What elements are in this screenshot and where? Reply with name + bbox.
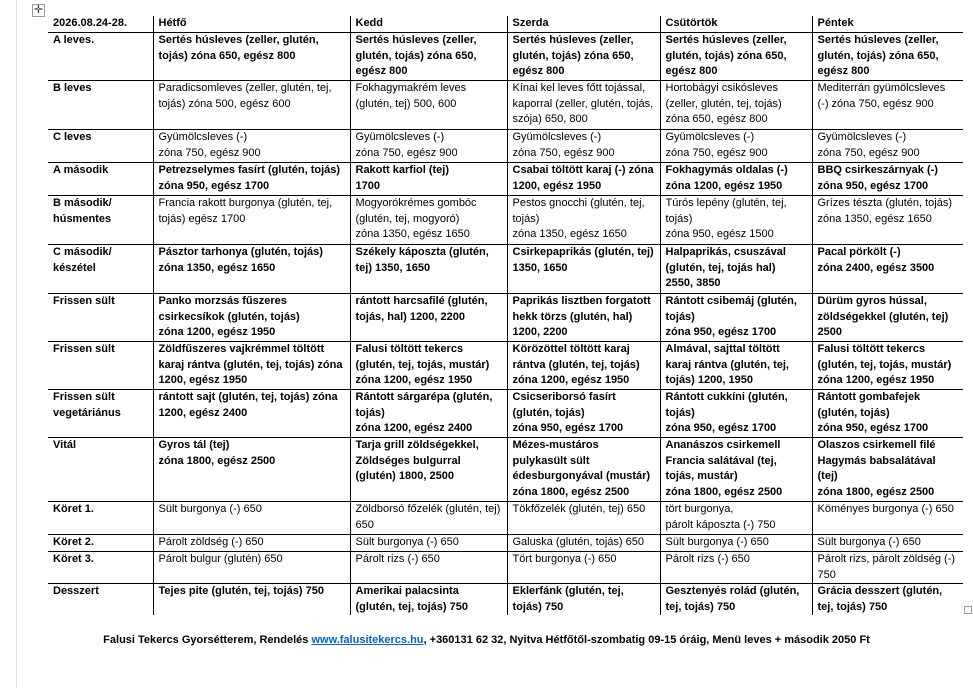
menu-row	[48, 245, 963, 294]
header-thursday: Csütörtök	[660, 16, 812, 33]
menu-cell-friday: Grácia desszert (glutén, tej, tojás) 750	[812, 584, 963, 616]
menu-cell-thursday: tört burgonya, párolt káposzta (-) 750	[660, 502, 812, 535]
row-label: B leves	[48, 81, 153, 130]
menu-cell-thursday: Ananászos csirkemell Francia salátával (tej, tojás, mustár) zóna 1800, egész 2500	[660, 438, 812, 502]
menu-row	[48, 535, 963, 552]
menu-cell-thursday: Rántott cukkíni (glutén, tojás) zóna 950, egész 1700	[660, 390, 812, 438]
menu-cell-friday: Sült burgonya (-) 650	[812, 535, 963, 552]
row-label: C leves	[48, 130, 153, 163]
menu-cell-tuesday: Fokhagymakrém leves (glutén, tej) 500, 600	[350, 81, 507, 130]
menu-cell-tuesday: Székely káposzta (glutén, tej) 1350, 1650	[350, 245, 507, 294]
menu-cell-monday: Pásztor tarhonya (glutén, tojás) zóna 1350, egész 1650	[153, 245, 350, 294]
row-label: Desszert	[53, 585, 99, 597]
menu-cell-friday: Rántott gombafejek (glutén, tojás) zóna 950, egész 1700	[812, 390, 963, 438]
menu-cell-thursday: Sült burgonya (-) 650	[660, 535, 812, 552]
menu-cell-tuesday: Rakott karfiol (tej) 1700	[350, 163, 507, 196]
table-move-handle-icon[interactable]: ✛	[33, 4, 44, 16]
menu-cell-monday: Francia rakott burgonya (glutén, tej, tojás) egész 1700	[153, 196, 350, 245]
menu-cell-monday: rántott sajt (glutén, tej, tojás) zóna 1200, egész 2400	[153, 390, 350, 438]
menu-row	[48, 196, 963, 245]
menu-cell-thursday: Párolt rizs (-) 650	[660, 552, 812, 584]
menu-cell-tuesday: Tarja grill zöldségekkel, Zöldséges bulgurral (glutén) 1800, 2500	[350, 438, 507, 502]
menu-cell-monday: Gyümölcsleves (-) zóna 750, egész 900	[153, 130, 350, 163]
menu-cell-wednesday: Csirkepaprikás (glutén, tej) 1350, 1650	[507, 245, 660, 294]
menu-cell-monday: Gyros tál (tej) zóna 1800, egész 2500	[153, 438, 350, 502]
menu-cell-friday: Falusi töltött tekercs (glutén, tej, tojás, mustár) zóna 1200, egész 1950	[812, 342, 963, 390]
row-label: C második/ készétel	[48, 245, 153, 294]
menu-cell-thursday: Gyümölcsleves (-) zóna 750, egész 900	[660, 130, 812, 163]
menu-cell-friday: Köményes burgonya (-) 650	[812, 502, 963, 535]
menu-cell-friday: Párolt rizs, párolt zöldség (-) 750	[812, 552, 963, 584]
menu-cell-tuesday: Zöldborsó főzelék (glutén, tej) 650	[350, 502, 507, 535]
header-date: 2026.08.24-28.	[48, 16, 153, 33]
menu-cell-monday: Sült burgonya (-) 650	[153, 502, 350, 535]
menu-cell-friday: Grízes tészta (glutén, tojás) zóna 1350, egész 1650	[812, 196, 963, 245]
menu-cell-tuesday: Sült burgonya (-) 650	[350, 535, 507, 552]
footer-text-after: , +360131 62 32, Nyitva Hétfőtől-szombatig 09-15 óráig, Menü leves + második 2050 Ft	[423, 634, 870, 646]
menu-cell-friday: Dürüm gyros hússal, zöldségekkel (glutén, tej) 2500	[812, 294, 963, 342]
menu-row	[48, 130, 963, 163]
menu-cell-tuesday: Falusi töltött tekercs (glutén, tej, tojás, mustár) zóna 1200, egész 1950	[350, 342, 507, 390]
menu-cell-friday: BBQ csirkeszárnyak (-) zóna 950, egész 1700	[812, 163, 963, 196]
menu-cell-tuesday: Rántott sárgarépa (glutén, tojás) zóna 1200, egész 2400	[350, 390, 507, 438]
menu-cell-thursday: Sertés húsleves (zeller, glutén, tojás) zóna 650, egész 800	[660, 33, 812, 81]
menu-cell-wednesday: Eklerfánk (glutén, tej, tojás) 750	[507, 584, 660, 616]
row-label: Frissen sült	[48, 294, 153, 342]
menu-cell-wednesday: Galuska (glutén, tojás) 650	[507, 535, 660, 552]
menu-cell-thursday: Rántott csibemáj (glutén, tojás) zóna 950, egész 1700	[660, 294, 812, 342]
menu-cell-wednesday: Paprikás lisztben forgatott hekk törzs (glutén, hal) 1200, 2200	[507, 294, 660, 342]
menu-cell-monday: Sertés húsleves (zeller, glutén, tojás) zóna 650, egész 800	[153, 33, 350, 81]
menu-row	[48, 33, 963, 81]
header-monday: Hétfő	[153, 16, 350, 33]
row-label: Köret 2.	[48, 535, 153, 552]
menu-cell-wednesday: Csabai töltött karaj (-) zóna 1200, egész 1950	[507, 163, 660, 196]
menu-cell-friday: Sertés húsleves (zeller, glutén, tojás) zóna 650, egész 800	[812, 33, 963, 81]
menu-cell-wednesday: Mézes-mustáros pulykasült sült édesburgonyával (mustár) zóna 1800, egész 2500	[507, 438, 660, 502]
row-label: Köret 3.	[48, 552, 153, 584]
menu-cell-tuesday: Mogyorókrémes gombóc (glutén, tej, mogyoró) zóna 1350, egész 1650	[350, 196, 507, 245]
footer-website-link[interactable]: www.falusitekercs.hu	[311, 634, 424, 646]
footer-line	[0, 633, 973, 648]
menu-cell-monday: Paradicsomleves (zeller, glutén, tej, tojás) zóna 500, egész 600	[153, 81, 350, 130]
menu-cell-thursday: Túrós lepény (glutén, tej, tojás) zóna 950, egész 1500	[660, 196, 812, 245]
menu-cell-friday: Pacal pörkölt (-) zóna 2400, egész 3500	[812, 245, 963, 294]
menu-cell-wednesday: Gyümölcsleves (-) zóna 750, egész 900	[507, 130, 660, 163]
table-resize-handle[interactable]	[964, 606, 972, 614]
menu-cell-thursday: Almával, sajttal töltött karaj rántva (glutén, tej, tojás) 1200, 1950	[660, 342, 812, 390]
menu-cell-wednesday: Pestos gnocchi (glutén, tej, tojás) zóna 1350, egész 1650	[507, 196, 660, 245]
row-label: Köret 1.	[48, 502, 153, 535]
header-friday: Péntek	[812, 16, 963, 33]
menu-row	[48, 81, 963, 130]
menu-cell-wednesday: Sertés húsleves (zeller, glutén, tojás) zóna 650, egész 800	[507, 33, 660, 81]
menu-cell-tuesday: Amerikai palacsinta (glutén, tej, tojás) 750	[350, 584, 507, 616]
menu-row	[48, 342, 963, 390]
header-wednesday: Szerda	[507, 16, 660, 33]
menu-cell-wednesday: Tört burgonya (-) 650	[507, 552, 660, 584]
menu-row	[48, 390, 963, 438]
menu-cell-monday: Párolt bulgur (glutén) 650	[153, 552, 350, 584]
menu-row	[48, 552, 963, 584]
row-label: B második/ húsmentes	[48, 196, 153, 245]
menu-cell-thursday: Fokhagymás oldalas (-) zóna 1200, egész 1950	[660, 163, 812, 196]
menu-cell-wednesday: Körözöttel töltött karaj rántva (glutén, tej, tojás) zóna 1200, egész 1950	[507, 342, 660, 390]
menu-cell-wednesday: Kínai kel leves főtt tojással, kaporral (zeller, glutén, tojás, szója) 650, 800	[507, 81, 660, 130]
row-label: A második	[48, 163, 153, 196]
weekly-menu-table	[48, 16, 963, 615]
menu-row	[48, 502, 963, 535]
menu-row	[48, 163, 963, 196]
header-tuesday: Kedd	[350, 16, 507, 33]
menu-cell-monday: Petrezselymes fasírt (glutén, tojás) zóna 950, egész 1700	[153, 163, 350, 196]
menu-cell-friday: Olaszos csirkemell filé Hagymás babsalátával (tej) zóna 1800, egész 2500	[812, 438, 963, 502]
row-label: Frissen sült	[48, 342, 153, 390]
menu-cell-monday: Tejes pite (glutén, tej, tojás) 750	[153, 584, 350, 616]
row-label: A leves.	[48, 33, 153, 81]
menu-cell-friday: Gyümölcsleves (-) zóna 750, egész 900	[812, 130, 963, 163]
menu-row	[48, 584, 963, 616]
menu-cell-wednesday: Csicseriborsó fasírt (glutén, tojás) zóna 950, egész 1700	[507, 390, 660, 438]
menu-row	[48, 294, 963, 342]
row-label: Frissen sült vegetáriánus	[48, 390, 153, 438]
menu-row	[48, 438, 963, 502]
menu-cell-thursday: Hortobágyi csikósleves (zeller, glutén, tej, tojás) zóna 650, egész 800	[660, 81, 812, 130]
footer-text-before: Falusi Tekercs Gyorsétterem, Rendelés	[103, 634, 312, 646]
menu-cell-tuesday: rántott harcsafilé (glutén, tojás, hal) 1200, 2200	[350, 294, 507, 342]
menu-cell-tuesday: Gyümölcsleves (-) zóna 750, egész 900	[350, 130, 507, 163]
header-row	[48, 16, 963, 33]
menu-cell-thursday: Halpaprikás, csuszával (glutén, tej, tojás hal) 2550, 3850	[660, 245, 812, 294]
menu-cell-wednesday: Tökfőzelék (glutén, tej) 650	[507, 502, 660, 535]
menu-cell-tuesday: Párolt rizs (-) 650	[350, 552, 507, 584]
menu-cell-monday: Panko morzsás fűszeres csirkecsíkok (glutén, tojás) zóna 1200, egész 1950	[153, 294, 350, 342]
menu-cell-thursday: Gesztenyés rolád (glutén, tej, tojás) 750	[660, 584, 812, 616]
page-margin-line	[16, 0, 17, 688]
menu-cell-monday: Párolt zöldség (-) 650	[153, 535, 350, 552]
row-label: Vitál	[48, 438, 153, 502]
menu-cell-tuesday: Sertés húsleves (zeller, glutén, tojás) zóna 650, egész 800	[350, 33, 507, 81]
menu-cell-monday: Zöldfűszeres vajkrémmel töltött karaj rántva (glutén, tej, tojás) zóna 1200, egész 1950	[153, 342, 350, 390]
menu-cell-friday: Mediterrán gyümölcsleves (-) zóna 750, egész 900	[812, 81, 963, 130]
